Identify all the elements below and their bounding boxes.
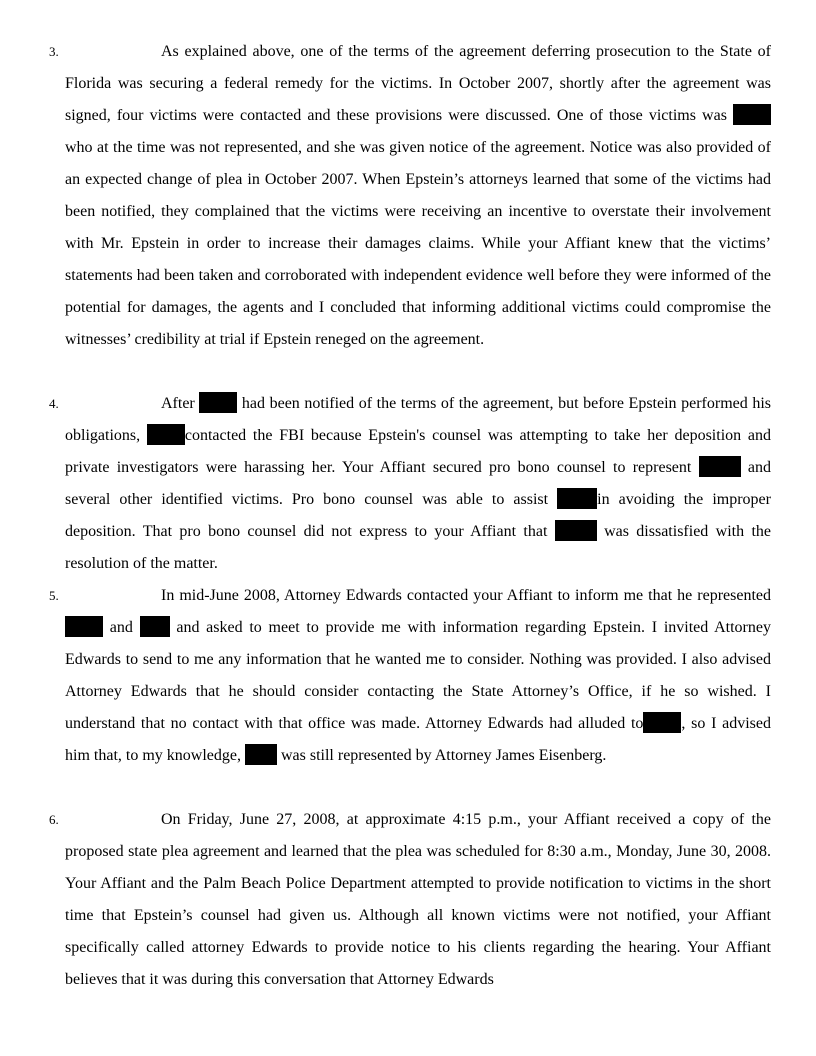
paragraph-3 — [49, 36, 771, 356]
paragraph-number: 4. — [49, 396, 59, 411]
paragraph-number: 6. — [49, 812, 59, 827]
redaction-box — [199, 392, 237, 413]
redaction-box — [557, 488, 597, 509]
paragraph-text: and asked to meet to provide me with information regarding Epstein. I invited Attorney Edwards to send to me any information that he wanted me to consider. Nothing was provided. I also advised Attorney Edwards that he should consider contacting the State Attorney’s Office, if he so wished. I understand that no contact with that office was made. Attorney Edwards had alluded to — [65, 619, 771, 732]
redaction-box — [245, 744, 277, 765]
paragraph-text: On Friday, June 27, 2008, at approximate 4:15 p.m., your Affiant received a copy of the proposed state plea agreement and learned that the plea was scheduled for 8:30 a.m., Monday, June 30, 2008. Your Affiant and the Palm Beach Police Department attempted to provide notification to victims in the short time that Epstein’s counsel had given us. Although all known victims were not notified, your Affiant specifically called attorney Edwards to provide notice to his clients regarding the hearing. Your Affiant believes that it was during this conversation that Attorney Edwards — [65, 811, 771, 988]
redaction-box — [733, 104, 771, 125]
paragraph-text: and several other identified victims. Pro bono counsel was able to assist — [65, 459, 771, 508]
paragraph-5 — [49, 580, 771, 772]
paragraph-text: was still represented by Attorney James Eisenberg. — [276, 747, 607, 764]
redaction-box — [140, 616, 170, 637]
paragraph-text: who at the time was not represented, and she was given notice of the agreement. Notice was also provided of an expected change of plea in October 2007. When Epstein’s attorneys learned that some of the victims had been notified, they complained that the victims were receiving an incentive to overstate their involvement with Mr. Epstein in order to increase their damages claims. While your Affiant knew that the victims’ statements had been taken and corroborated with independent evidence well before they were informed of the potential for damages, the agents and I concluded that informing additional victims could compromise the witnesses’ credibility at trial if Epstein reneged on the agreement. — [65, 139, 771, 348]
paragraph-text: contacted the FBI because Epstein's counsel was attempting to take her deposition and private investigators were harassing her. Your Affiant secured pro bono counsel to represent — [65, 427, 772, 476]
paragraph-text: After — [161, 395, 200, 412]
paragraph-text: and — [103, 619, 140, 636]
paragraph-text: had been notified of the terms of the agreement, but before Epstein performed his obligations, — [65, 395, 772, 444]
redaction-box — [699, 456, 741, 477]
paragraph-6 — [49, 804, 771, 996]
paragraph-4 — [49, 388, 772, 580]
paragraph-text: was dissatisfied with the resolution of the matter. — [65, 523, 771, 572]
paragraph-number: 5. — [49, 588, 59, 603]
redaction-box — [147, 424, 185, 445]
paragraph-text: , so I advised him that, to my knowledge, — [65, 715, 771, 764]
paragraph-text: As explained above, one of the terms of the agreement deferring prosecution to the State of Florida was securing a federal remedy for the victims. In October 2007, shortly after the agreement was signed, four victims were contacted and these provisions were discussed. One of those victims was — [65, 43, 771, 124]
redaction-box — [65, 616, 103, 637]
paragraph-text: In mid-June 2008, Attorney Edwards contacted your Affiant to inform me that he represented — [161, 587, 771, 604]
redaction-box — [643, 712, 681, 733]
redaction-box — [555, 520, 597, 541]
paragraph-number: 3. — [49, 44, 59, 59]
paragraph-text: in avoiding the improper deposition. That pro bono counsel did not express to your Affiant that — [65, 491, 771, 540]
